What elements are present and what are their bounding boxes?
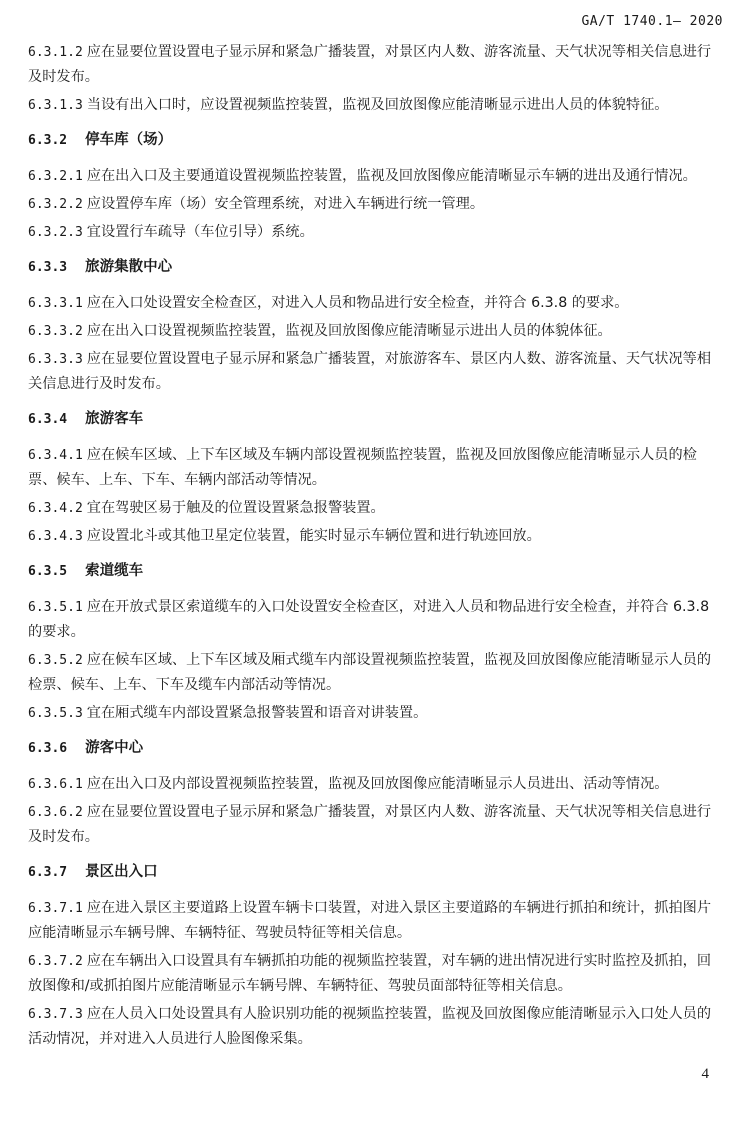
clause-paragraph [28,220,725,245]
clause-paragraph [28,319,725,344]
clause-number: 6.3.4 [28,412,68,427]
clause-number: 6.3.6 [28,741,68,756]
clause-number: 6.3.4.2 [28,501,83,516]
clause-paragraph [28,443,725,493]
clause-number: 6.3.5.1 [28,600,83,615]
clause-text: 应在开放式景区索道缆车的入口处设置安全检查区，对进入人员和物品进行安全检查，并符合 6.3.8 的要求。 [28,599,710,640]
page-number: 4 [701,1066,709,1082]
section-title: 旅游集散中心 [85,259,173,275]
clause-text: 应在出入口设置视频监控装置，监视及回放图像应能清晰显示进出人员的体貌体征。 [86,323,612,339]
clause-number: 6.3.2.3 [28,225,83,240]
clause-number: 6.3.5 [28,564,68,579]
clause-text: 宜在厢式缆车内部设置紧急报警装置和语音对讲装置。 [86,705,428,721]
section-heading [28,128,725,153]
clause-number: 6.3.1.3 [28,98,83,113]
clause-text: 宜在驾驶区易于触及的位置设置紧急报警装置。 [86,500,385,516]
clause-paragraph [28,192,725,217]
clause-number: 6.3.5.2 [28,653,83,668]
clause-paragraph [28,701,725,726]
clause-text: 应设置北斗或其他卫星定位装置，能实时显示车辆位置和进行轨迹回放。 [86,528,541,544]
clause-text: 应在出入口及内部设置视频监控装置，监视及回放图像应能清晰显示人员进出、活动等情况。 [86,776,669,792]
clause-text: 应在车辆出入口设置具有车辆抓拍功能的视频监控装置，对车辆的进出情况进行实时监控及抓拍，回放图像和/或抓拍图片应能清晰显示车辆号牌、车辆特征、驾驶员面部特征等相关信息。 [28,953,712,994]
clause-number: 6.3.4.1 [28,448,83,463]
clause-number: 6.3.4.3 [28,529,83,544]
clause-number: 6.3.7 [28,865,68,880]
clause-paragraph [28,524,725,549]
clause-number: 6.3.5.3 [28,706,83,721]
section-heading [28,255,725,280]
clause-paragraph [28,648,725,698]
standard-code: GA/T 1740.1— 2020 [581,14,723,29]
clause-number: 6.3.2 [28,133,68,148]
clause-paragraph [28,595,725,645]
clause-paragraph [28,347,725,397]
clause-number: 6.3.6.1 [28,777,83,792]
clause-text: 应在候车区域、上下车区域及车辆内部设置视频监控装置，监视及回放图像应能清晰显示人员的检票、候车、上车、下车、车辆内部活动等情况。 [28,447,697,488]
clause-paragraph [28,496,725,521]
clause-number: 6.3.3.1 [28,296,83,311]
clause-number: 6.3.2.2 [28,197,83,212]
clause-text: 应在进入景区主要道路上设置车辆卡口装置，对进入景区主要道路的车辆进行抓拍和统计，抓拍图片应能清晰显示车辆号牌、车辆特征、驾驶员特征等相关信息。 [28,900,712,941]
clause-paragraph [28,896,725,946]
clause-text: 应在候车区域、上下车区域及厢式缆车内部设置视频监控装置，监视及回放图像应能清晰显示人员的检票、候车、上车、下车及缆车内部活动等情况。 [28,652,712,693]
clause-number: 6.3.6.2 [28,805,83,820]
clause-text: 应在人员入口处设置具有人脸识别功能的视频监控装置，监视及回放图像应能清晰显示入口处人员的活动情况，并对进入人员进行人脸图像采集。 [28,1006,712,1047]
section-title: 停车库（场） [85,132,173,148]
clause-paragraph [28,772,725,797]
section-title: 旅游客车 [85,411,144,427]
section-title: 游客中心 [85,740,144,756]
section-title: 索道缆车 [85,563,144,579]
section-heading [28,559,725,584]
clause-number: 6.3.3.3 [28,352,83,367]
clause-number: 6.3.3.2 [28,324,83,339]
clause-paragraph [28,164,725,189]
clause-number: 6.3.3 [28,260,68,275]
clause-number: 6.3.2.1 [28,169,83,184]
section-heading [28,860,725,885]
clause-text: 应在出入口及主要通道设置视频监控装置，监视及回放图像应能清晰显示车辆的进出及通行情况。 [86,168,697,184]
section-title: 景区出入口 [85,864,158,880]
clause-number: 6.3.7.1 [28,901,83,916]
clause-paragraph [28,93,725,118]
clause-paragraph [28,1002,725,1052]
clause-text: 应在显要位置设置电子显示屏和紧急广播装置，对景区内人数、游客流量、天气状况等相关信息进行及时发布。 [28,804,712,845]
document-body [28,40,725,1055]
clause-number: 6.3.1.2 [28,45,83,60]
clause-text: 应在显要位置设置电子显示屏和紧急广播装置，对旅游客车、景区内人数、游客流量、天气状况等相关信息进行及时发布。 [28,351,712,392]
clause-text: 宜设置行车疏导（车位引导）系统。 [86,224,314,240]
clause-text: 应在显要位置设置电子显示屏和紧急广播装置，对景区内人数、游客流量、天气状况等相关信息进行及时发布。 [28,44,712,85]
clause-paragraph [28,40,725,90]
clause-text: 应在入口处设置安全检查区，对进入人员和物品进行安全检查，并符合 6.3.8 的要求。 [86,295,629,311]
clause-paragraph [28,949,725,999]
clause-text: 当设有出入口时，应设置视频监控装置，监视及回放图像应能清晰显示进出人员的体貌特征。 [86,97,669,113]
clause-paragraph [28,800,725,850]
clause-paragraph [28,291,725,316]
clause-text: 应设置停车库（场）安全管理系统，对进入车辆进行统一管理。 [86,196,485,212]
section-heading [28,407,725,432]
section-heading [28,736,725,761]
clause-number: 6.3.7.3 [28,1007,83,1022]
clause-number: 6.3.7.2 [28,954,83,969]
